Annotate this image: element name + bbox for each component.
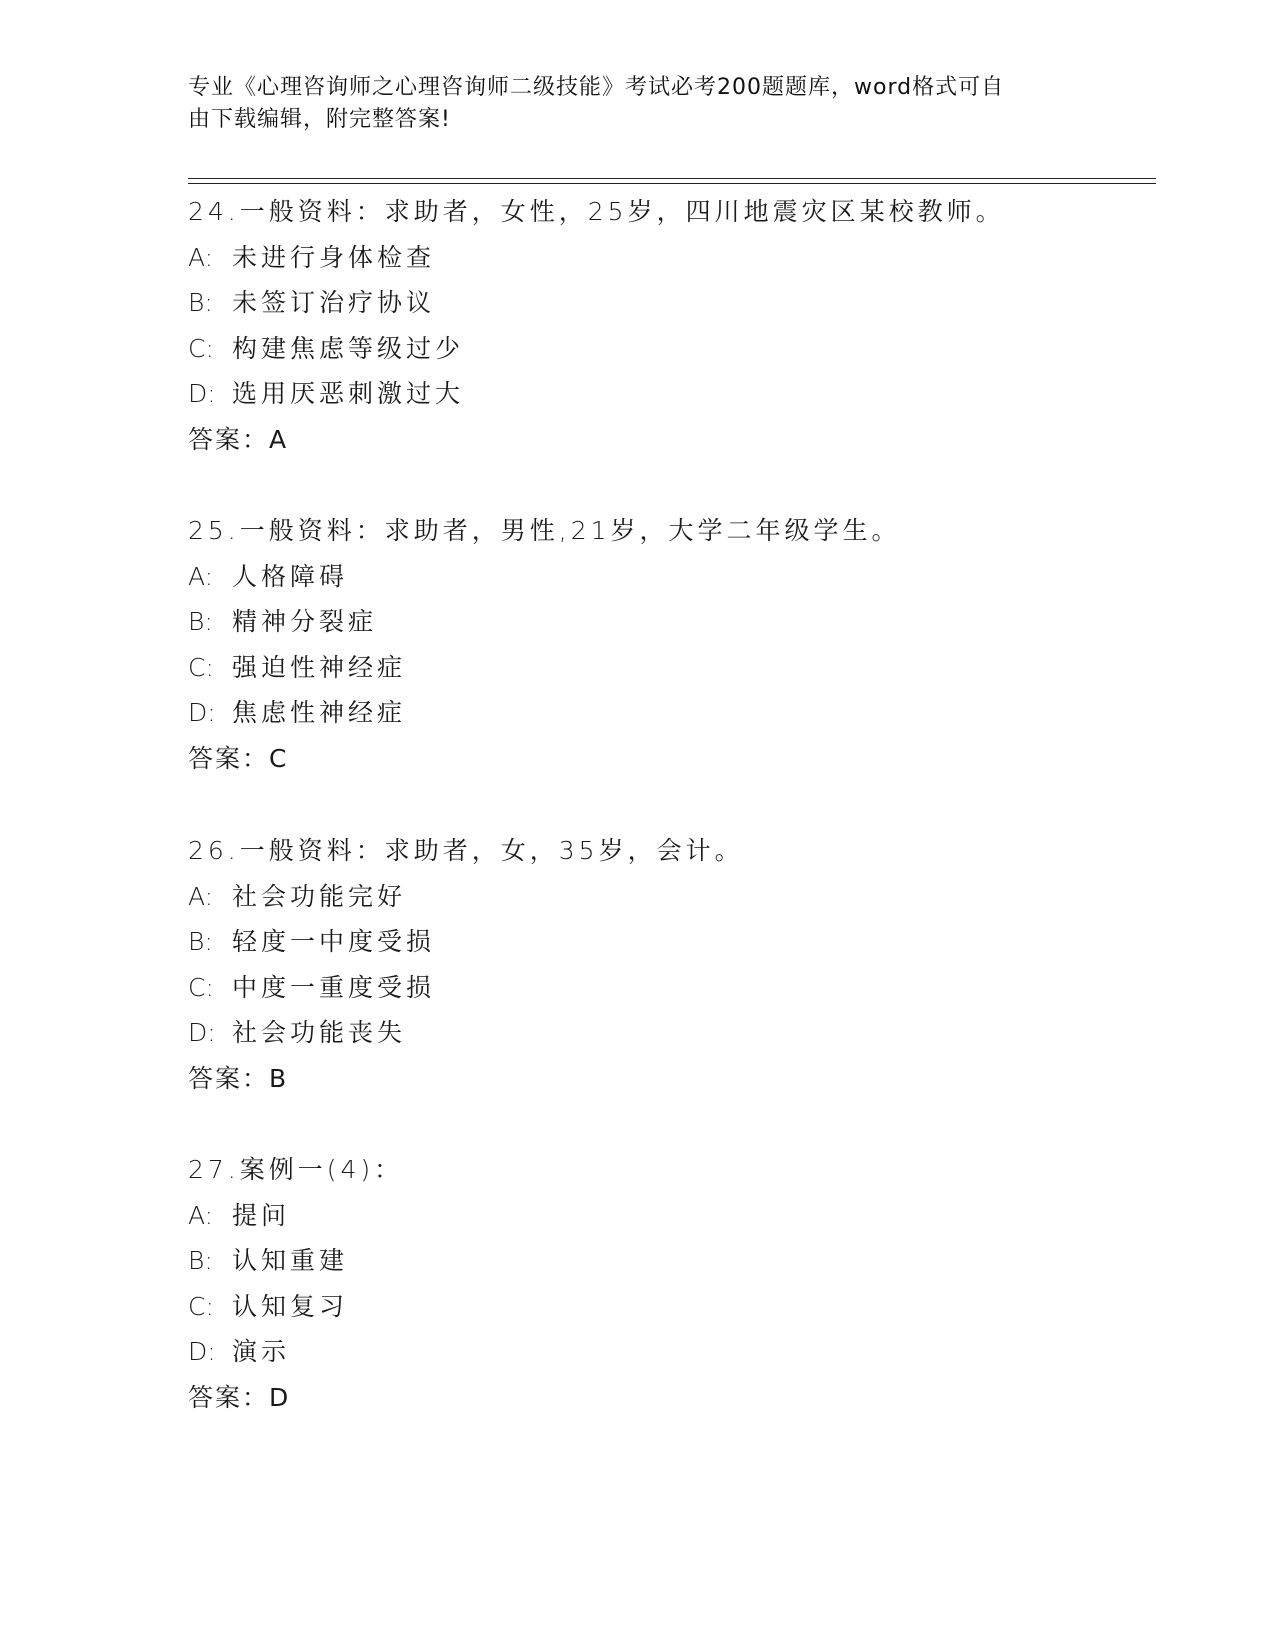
option-text: 轻度一中度受损 bbox=[232, 927, 436, 957]
answer-line: 答案：B bbox=[188, 1063, 289, 1093]
option-c bbox=[188, 645, 1148, 691]
question-block bbox=[188, 828, 1148, 1102]
option-text: 社会功能丧失 bbox=[232, 1018, 407, 1048]
question-stem: 24.一般资料：求助者，女性，25岁，四川地震灾区某校教师。 bbox=[188, 197, 1005, 226]
header-divider-bottom bbox=[188, 183, 1156, 184]
option-letter: B: bbox=[188, 1246, 213, 1276]
answer-line: 答案：C bbox=[188, 743, 289, 773]
option-letter: C: bbox=[188, 972, 214, 1002]
option-letter: B: bbox=[188, 927, 213, 957]
option-letter: D: bbox=[188, 698, 216, 728]
option-text: 认知重建 bbox=[232, 1246, 349, 1276]
option-letter: D: bbox=[188, 1018, 216, 1048]
option-a bbox=[188, 874, 1148, 920]
option-d bbox=[188, 1010, 1148, 1056]
option-letter: C: bbox=[188, 652, 214, 682]
header-divider-top bbox=[188, 178, 1156, 179]
option-text: 强迫性神经症 bbox=[232, 652, 407, 682]
answer-line: 答案：A bbox=[188, 424, 289, 454]
option-letter: A: bbox=[188, 561, 214, 591]
option-letter: D: bbox=[188, 379, 216, 409]
option-b bbox=[188, 1238, 1148, 1284]
option-letter: A: bbox=[188, 1200, 214, 1230]
option-letter: C: bbox=[188, 333, 214, 363]
option-a bbox=[188, 554, 1148, 600]
option-letter: A: bbox=[188, 881, 214, 911]
option-b bbox=[188, 280, 1148, 326]
option-text: 构建焦虑等级过少 bbox=[232, 333, 465, 363]
header-line-2: 由下载编辑，附完整答案! bbox=[188, 107, 451, 132]
question-block bbox=[188, 189, 1148, 463]
option-b bbox=[188, 919, 1148, 965]
option-text: 未签订治疗协议 bbox=[232, 288, 436, 318]
option-text: 演示 bbox=[232, 1337, 291, 1367]
option-d bbox=[188, 1329, 1148, 1375]
option-a bbox=[188, 235, 1148, 281]
option-c bbox=[188, 326, 1148, 372]
option-d bbox=[188, 371, 1148, 417]
header-line-1: 专业《心理咨询师之心理咨询师二级技能》考试必考200题题库，word格式可自 bbox=[188, 75, 1005, 100]
option-text: 提问 bbox=[232, 1200, 291, 1230]
document-header bbox=[188, 72, 1088, 136]
option-c bbox=[188, 1284, 1148, 1330]
question-stem: 25.一般资料：求助者，男性,21岁，大学二年级学生。 bbox=[188, 516, 901, 545]
option-text: 认知复习 bbox=[232, 1291, 349, 1321]
option-letter: A: bbox=[188, 242, 214, 272]
question-stem: 27.案例一(4)： bbox=[188, 1155, 404, 1184]
option-text: 社会功能完好 bbox=[232, 881, 407, 911]
question-block bbox=[188, 1147, 1148, 1421]
option-a bbox=[188, 1193, 1148, 1239]
answer-line: 答案：D bbox=[188, 1382, 291, 1412]
option-text: 精神分裂症 bbox=[232, 607, 378, 637]
option-text: 中度一重度受损 bbox=[232, 972, 436, 1002]
question-block bbox=[188, 508, 1148, 782]
question-stem: 26.一般资料：求助者，女，35岁，会计。 bbox=[188, 836, 744, 865]
option-letter: C: bbox=[188, 1291, 214, 1321]
option-text: 未进行身体检查 bbox=[232, 242, 436, 272]
option-b bbox=[188, 599, 1148, 645]
option-text: 选用厌恶刺激过大 bbox=[232, 379, 465, 409]
option-text: 焦虑性神经症 bbox=[232, 698, 407, 728]
option-text: 人格障碍 bbox=[232, 561, 349, 591]
option-d bbox=[188, 690, 1148, 736]
option-letter: B: bbox=[188, 607, 213, 637]
option-c bbox=[188, 965, 1148, 1011]
option-letter: B: bbox=[188, 288, 213, 318]
option-letter: D: bbox=[188, 1337, 216, 1367]
